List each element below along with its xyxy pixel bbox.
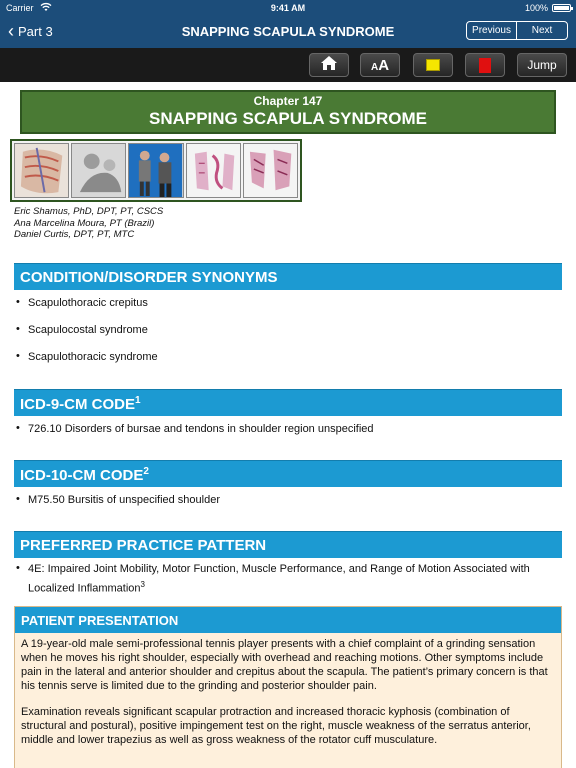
footnote-ref: 3 [140, 580, 145, 589]
list-item: • 726.10 Disorders of bursae and tendons in shoulder region unspecified [16, 422, 374, 435]
practice-pattern-list [16, 562, 556, 597]
jump-button[interactable]: Jump [517, 53, 567, 77]
back-button[interactable] [8, 22, 53, 40]
list-item: • M75.50 Bursitis of unspecified shoulder [16, 493, 220, 506]
icd9-list [16, 422, 556, 437]
section-title: ICD-9-CM CODE [20, 396, 135, 413]
chevron-left-icon: ‹ [8, 21, 14, 41]
paragraph: Examination reveals significant scapular protraction and increased thoracic kyphosis (combination of structural and postural), positive impingement test on the right, muscle weakness of the serratus anterior, middle and lower trapezius as well as gross weakness of the rotator cuff musculature. [21, 706, 531, 746]
battery-percentage: 100% [524, 3, 548, 13]
patient-presentation-title: PATIENT PRESENTATION [15, 607, 561, 633]
section-header-icd10 [14, 460, 562, 487]
highlight-button[interactable] [413, 53, 453, 77]
battery-icon [552, 4, 571, 12]
author-name: Daniel Curtis, DPT, PT, MTC [14, 229, 135, 240]
status-bar [0, 0, 576, 16]
synonyms-list [16, 296, 556, 365]
font-small-label: A [370, 61, 379, 73]
font-size-icon [371, 57, 389, 74]
patient-presentation-body [15, 633, 561, 747]
article-content [0, 82, 576, 768]
figure-thumbnail[interactable] [186, 143, 241, 198]
figure-thumbnail[interactable] [14, 143, 69, 198]
chapter-number: Chapter 147 [253, 94, 323, 108]
footnote-ref: 1 [135, 395, 141, 406]
carrier-label: Carrier [6, 3, 34, 13]
navigation-bar [0, 16, 576, 48]
section-header-synonyms [14, 263, 562, 290]
figure-thumbnail[interactable] [128, 143, 183, 198]
toolbar [0, 48, 576, 82]
bookmark-icon [479, 58, 491, 73]
list-item: • 4E: Impaired Joint Mobility, Motor Function, Muscle Performance, and Range of Motion Associated with Localized Inflammation$^3$ [16, 562, 530, 595]
section-header-practice-pattern [14, 531, 562, 558]
author-name: Ana Marcelina Moura, PT (Brazil) [14, 217, 155, 229]
icd10-list [16, 493, 556, 508]
section-title: PREFERRED PRACTICE PATTERN [20, 537, 267, 554]
footnote-ref: 2 [143, 466, 149, 477]
figure-thumbnail[interactable] [243, 143, 298, 198]
list-item: • Scapulothoracic crepitus [16, 296, 148, 309]
section-title: ICD-10-CM CODE [20, 467, 144, 484]
author-name: Eric Shamus, PhD, DPT, PT, CSCS [14, 206, 164, 217]
author-list [14, 206, 163, 241]
figure-thumbnail[interactable] [71, 143, 126, 198]
patient-presentation-box [14, 606, 562, 768]
previous-button[interactable]: Previous [467, 22, 517, 39]
section-title: CONDITION/DISORDER SYNONYMS [20, 269, 278, 286]
chapter-header [20, 90, 556, 134]
font-large-label: A [378, 56, 390, 74]
next-button[interactable]: Next [531, 25, 553, 36]
highlight-icon [426, 59, 440, 71]
section-header-icd9 [14, 389, 562, 416]
clock: 9:41 AM [270, 3, 306, 13]
back-button-label: Part 3 [18, 23, 53, 39]
page-title: SNAPPING SCAPULA SYNDROME [181, 24, 395, 39]
font-size-button[interactable] [360, 53, 400, 77]
bookmark-button[interactable] [465, 53, 505, 77]
chapter-title: SNAPPING SCAPULA SYNDROME [148, 109, 427, 128]
home-icon [320, 55, 338, 76]
paragraph: A 19-year-old male semi-professional tennis player presents with a chief complaint of a grinding sensation when he moves his right shoulder, especially with overhead and reaching motions. Other symptoms include pain in the lateral and anterior shoulder and crepitus about the scapula. The patient’s primary concern is that his tennis serve is limited due to the grinding and posterior shoulder pain. [21, 638, 548, 692]
figure-thumbnails [10, 139, 302, 202]
list-item: • Scapulocostal syndrome [16, 323, 148, 336]
home-button[interactable] [309, 53, 349, 77]
prev-next-control [466, 21, 568, 40]
list-item: • Scapulothoracic syndrome [16, 350, 158, 363]
